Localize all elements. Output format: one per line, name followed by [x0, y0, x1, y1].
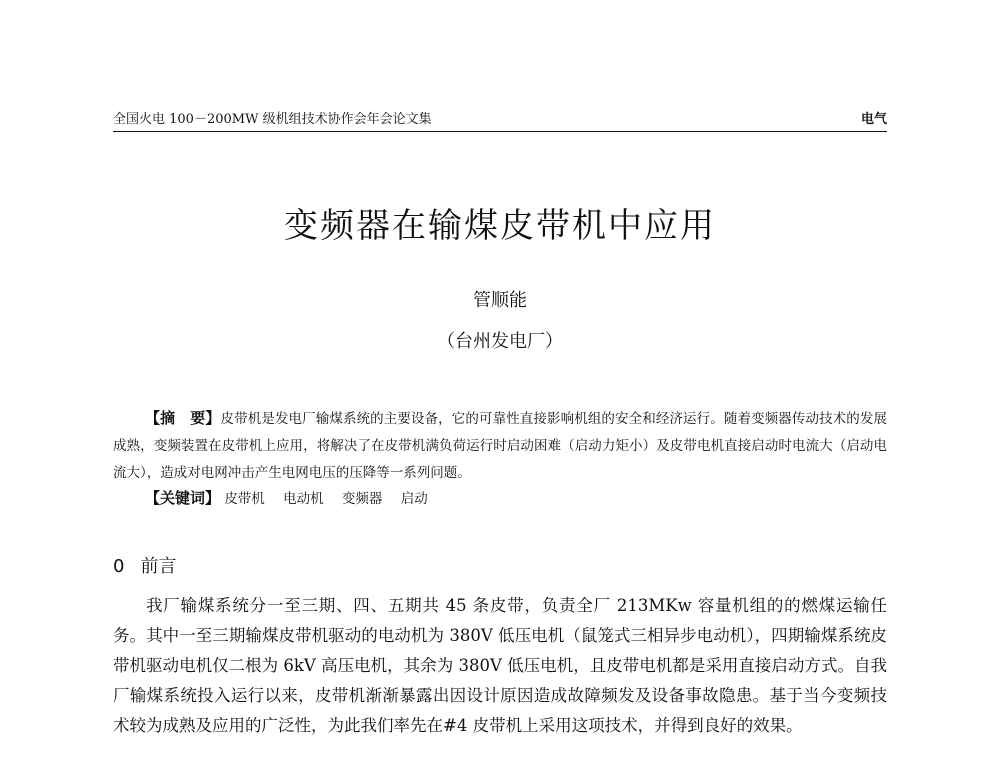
section-title: 前言 [140, 556, 177, 577]
keyword-item: 电动机 [283, 491, 324, 507]
keyword-item: 变频器 [341, 491, 383, 507]
header-collection-title: 全国火电 100－200MW 级机组技术协作会年会论文集 [113, 112, 432, 127]
author-affiliation: （台州发电厂） [437, 331, 563, 352]
header-category: 电气 [860, 112, 887, 127]
keywords [145, 487, 887, 508]
abstract-text: 皮带机是发电厂输煤系统的主要设备，它的可靠性直接影响机组的安全和经济运行。随着变频器传动技术的发展成熟，变频装置在皮带机上应用，将解决了在皮带机满负荷运行时启动困难（启动力矩小）及皮带电机直接启动时电流大（启动电流大），造成对电网冲击产生电网电压的压降等一系列问题。 [113, 411, 887, 481]
section-heading [113, 552, 176, 578]
abstract [113, 405, 887, 487]
running-header [113, 109, 887, 132]
author-name: 管顺能 [473, 290, 527, 311]
abstract-label: 【摘 要】 [145, 409, 221, 427]
body-paragraph: 我厂输煤系统分一至三期、四、五期共 45 条皮带，负责全厂 213MKw 容量机组的的燃煤运输任务。其中一至三期输煤皮带机驱动的电动机为 380V 低压电机（鼠笼式三相异步电动机），四期输煤系统皮带机驱动电机仅二根为 6kV 高压电机，其余为 380V 低压电机，且皮带电机都是采用直接启动方式。自我厂输煤系统投入运行以来，皮带机渐渐暴露出因设计原因造成故障频发及设备事故隐患。基于当今变频技术较为成熟及应用的广泛性，为此我们率先在#4 皮带机上采用这项技术，并得到良好的效果。 [113, 596, 887, 735]
paper-title: 变频器在输煤皮带机中应用 [284, 206, 716, 246]
keyword-item: 启动 [400, 491, 428, 507]
keyword-item: 皮带机 [224, 491, 265, 507]
section-number: 0 [113, 556, 125, 577]
keywords-label: 【关键词】 [145, 489, 221, 507]
